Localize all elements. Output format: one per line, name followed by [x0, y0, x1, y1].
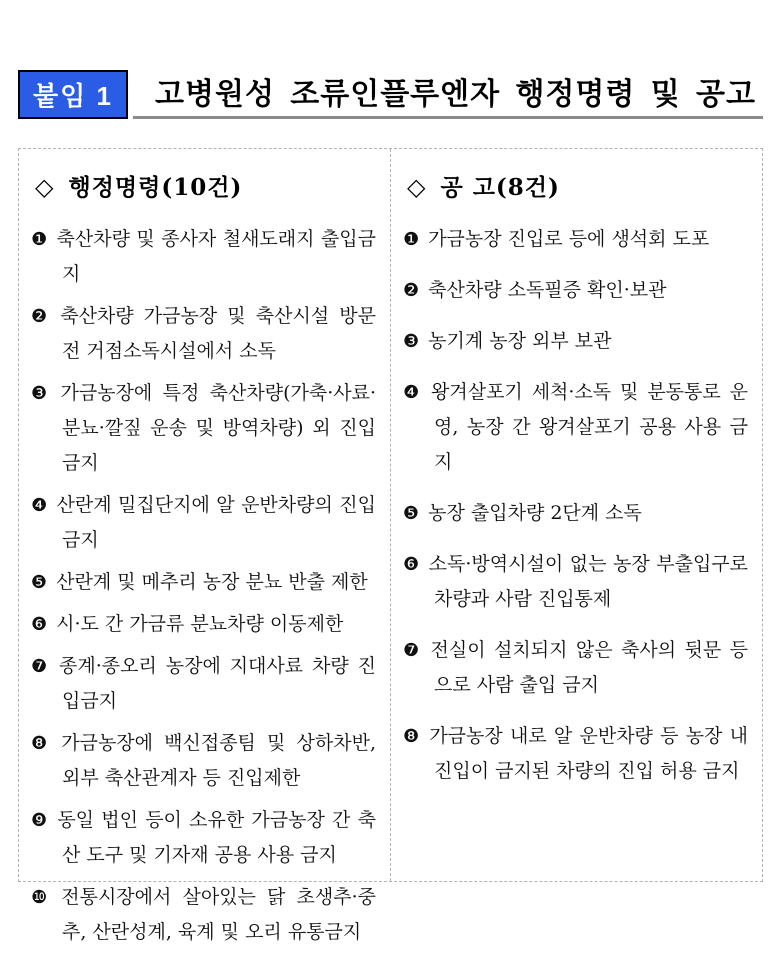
order-item — [31, 299, 376, 369]
notice-item — [403, 719, 748, 789]
doc-header — [18, 70, 763, 119]
order-item-text: 축산차량 및 종사자 철새도래지 출입금지 — [56, 228, 376, 285]
order-item-text: 산란계 및 메추리 농장 분뇨 반출 제한 — [56, 571, 368, 593]
notice-item-text: 가금농장 진입로 등에 생석회 도포 — [428, 228, 710, 250]
notice-item — [403, 222, 748, 257]
item-number-icon: ❽ — [403, 726, 421, 747]
item-number-icon: ❷ — [31, 306, 52, 327]
item-number-icon: ❸ — [31, 383, 52, 404]
notice-item-text: 축산차량 소독필증 확인·보관 — [428, 279, 667, 301]
order-item — [31, 880, 376, 950]
order-item — [31, 222, 376, 292]
order-item — [31, 565, 376, 600]
notices-title: 공 고(8건) — [440, 174, 560, 201]
order-item-text: 축산차량 가금농장 및 축산시설 방문 전 거점소독시설에서 소독 — [60, 305, 376, 362]
attachment-badge — [18, 70, 128, 119]
order-item — [31, 376, 376, 481]
orders-column — [19, 149, 391, 943]
notice-item-text: 전실이 설치되지 않은 축사의 뒷문 등으로 사람 출입 금지 — [430, 639, 748, 696]
notice-item-text: 왕겨살포기 세척·소독 및 분동통로 운영, 농장 간 왕겨살포기 공용 사용 금지 — [431, 381, 748, 473]
notice-item — [403, 547, 748, 617]
order-item-text: 종계·종오리 농장에 지대사료 차량 진입금지 — [59, 655, 376, 712]
notice-item-text: 가금농장 내로 알 운반차량 등 농장 내 진입이 금지된 차량의 진입 허용 금지 — [429, 725, 748, 782]
notices-header — [407, 169, 748, 202]
order-item — [31, 607, 376, 642]
item-number-icon: ❼ — [31, 656, 51, 677]
notices-column — [391, 149, 762, 881]
order-item-text: 동일 법인 등이 소유한 가금농장 간 축산 도구 및 기자재 공용 사용 금지 — [57, 809, 376, 866]
order-item-text: 전통시장에서 살아있는 닭 초생추·중추, 산란성계, 육계 및 오리 유통금지 — [61, 886, 376, 943]
notice-item — [403, 324, 748, 359]
notice-item — [403, 375, 748, 480]
order-item-text: 산란계 밀집단지에 알 운반차량의 진입 금지 — [56, 494, 376, 551]
attachment-label: 붙임 1 — [33, 81, 113, 111]
order-item — [31, 803, 376, 873]
item-number-icon: ❶ — [403, 229, 420, 250]
item-number-icon: ❾ — [31, 810, 49, 831]
notice-item-text: 소독·방역시설이 없는 농장 부출입구로 차량과 사람 진입통제 — [428, 553, 749, 610]
item-number-icon: ❿ — [31, 887, 53, 908]
diamond-icon: ◇ — [407, 173, 427, 201]
item-number-icon: ❺ — [31, 572, 48, 593]
item-number-icon: ❶ — [31, 229, 48, 250]
item-number-icon: ❷ — [403, 280, 420, 301]
item-number-icon: ❹ — [31, 495, 48, 516]
orders-header — [35, 169, 376, 202]
item-number-icon: ❽ — [31, 733, 53, 754]
title-underline — [133, 70, 763, 119]
order-item — [31, 488, 376, 558]
item-number-icon: ❻ — [31, 614, 48, 635]
orders-title: 행정명령(10건) — [68, 174, 243, 201]
notice-item — [403, 273, 748, 308]
document-page — [0, 70, 779, 967]
order-item — [31, 726, 376, 796]
page-title: 고병원성 조류인플루엔자 행정명령 및 공고 — [155, 78, 756, 111]
item-number-icon: ❼ — [403, 640, 422, 661]
notice-item-text: 농장 출입차량 2단계 소독 — [428, 502, 642, 524]
notice-item-text: 농기계 농장 외부 보관 — [428, 330, 612, 352]
item-number-icon: ❺ — [403, 503, 420, 524]
content-table — [18, 148, 763, 943]
item-number-icon: ❻ — [403, 554, 420, 575]
item-number-icon: ❸ — [403, 331, 420, 352]
order-item-text: 가금농장에 특정 축산차량(가축·사료·분뇨·깔짚 운송 및 방역차량) 외 진입금지 — [60, 382, 376, 474]
order-item-text: 시·도 간 가금류 분뇨차량 이동제한 — [56, 613, 344, 635]
diamond-icon: ◇ — [35, 173, 55, 201]
order-item-text: 가금농장에 백신접종팀 및 상하차반, 외부 축산관계자 등 진입제한 — [61, 732, 376, 789]
notice-item — [403, 496, 748, 531]
item-number-icon: ❹ — [403, 382, 423, 403]
notice-item — [403, 633, 748, 703]
order-item — [31, 649, 376, 719]
